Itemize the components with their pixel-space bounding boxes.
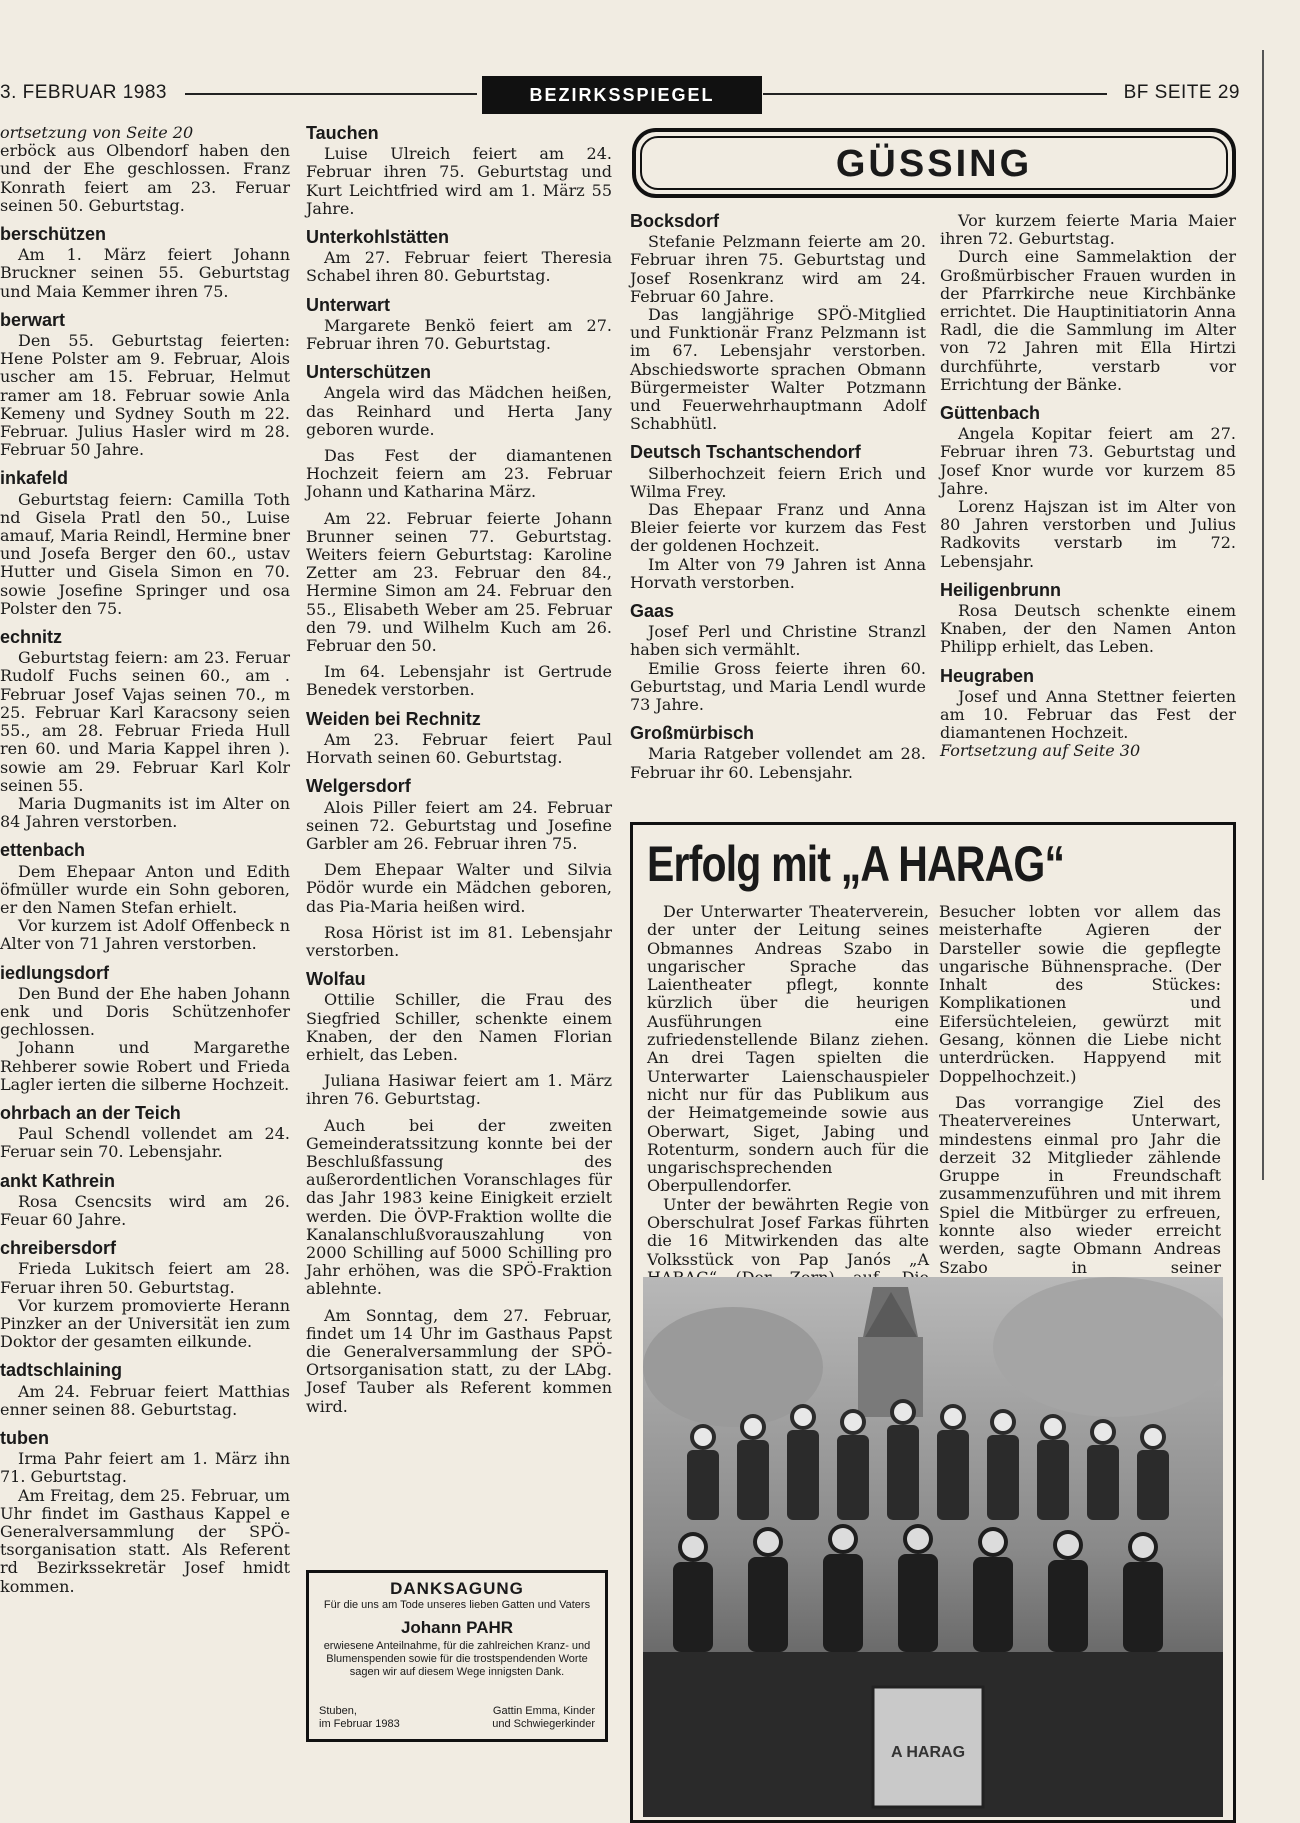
theater-group-photo [643, 1277, 1223, 1817]
paragraph: Vor kurzem feierte Maria Maier ihren 72. Geburtstag. [940, 211, 1236, 249]
town-heading: chreibersdorf [0, 1238, 117, 1259]
town-heading: ohrbach an der Teich [0, 1102, 181, 1123]
paragraph: Der Unterwarter Theaterverein, der unter der Leitung seines Obmannes Andreas Szabo in ungarischer Sprache das Laientheater pflegt, konnte kürzlich über die heurigen Ausführungen eine zufriedenstellende Bilanz ziehen. An drei Tagen spielten die Unterwarter Laienschauspieler nicht nur für das Publikum aus der Heimatgemeinde sowie aus Oberwart, Siget, Jabing und Rotenturm, sondern auch für die ungarischsprechenden Oberpullendorfer. [647, 902, 929, 1196]
paragraph: Am Sonntag, dem 27. Februar, findet um 14 Uhr im Gasthaus Papst die Generalversammlung der SPÖ-Ortsorganisation statt, zu der LAbg. Josef Tauber als Referent kommen wird. [306, 1305, 612, 1416]
margin-line [1262, 50, 1264, 1180]
tree [993, 1277, 1223, 1417]
paragraph: Rosa Csencsits wird am 26. Feuar 60 Jahre. [0, 1191, 290, 1229]
paragraph: erböck aus Olbendorf haben den und der Ehe geschlossen. Franz Konrath feiert am 23. Feruar seinen 50. Geburtstag. [0, 141, 290, 215]
paragraph: Besucher lobten vor allem das meisterhafte Agieren der Darsteller sowie die gepflegte ungarische Bühnensprache. (Der Inhalt des Stückes: Komplikationen und Eifersüchteleien, gewürzt mit Gesang, können die Liebe nicht unterdrücken. Happyend mit Doppelhochzeit.) [939, 902, 1221, 1086]
paragraph: Maria Ratgeber vollendet am 28. Februar ihr 60. Lebensjahr. [630, 744, 926, 782]
paragraph: Geburtstag feiern: Camilla Toth nd Gisela Pratl den 50., Luise amauf, Maria Reindl, Hermine bner und Josefa Berger den 60., ustav Hutter und Gisela Simon en 70. sowie Josefine Springer und osa Polster den 75. [0, 489, 290, 618]
region-banner [632, 128, 1236, 198]
paragraph: Paul Schendl vollendet am 24. Feruar sein 70. Lebensjahr. [0, 1124, 290, 1162]
paragraph: Das Fest der diamantenen Hochzeit feiern am 23. Februar Johann und Katharina März. [306, 446, 612, 502]
column-1 [0, 124, 290, 1596]
paragraph: Das vorrangige Ziel des Theatervereines Unterwart, mindestens einmal pro Jahr die derzeit 32 Mitglieder zählende Gruppe in Freundschaft zusammenzuführen und mit ihrem Spiel die Mitbürger zu erfreuen, konnte also wieder erreicht werden, sagte Obmann Andreas Szabo in seiner [939, 1092, 1221, 1277]
town-heading: tuben [0, 1428, 49, 1448]
feature-article [630, 822, 1236, 1823]
notice-footer [319, 1705, 595, 1731]
paragraph: Am 27. Februar feiert Theresia Schabel ihren 80. Geburtstag. [306, 248, 612, 286]
town-heading: ankt Kathrein [0, 1170, 116, 1191]
article-headline: Erfolg mit „A HARAG“ [647, 836, 1065, 892]
town-heading: Großmürbisch [630, 723, 755, 744]
paragraph: Luise Ulreich feiert am 24. Februar ihren 75. Geburtstag und Kurt Leichtfried wird am 1. März 55 Jahre. [306, 144, 612, 218]
page-header [0, 76, 1240, 114]
danksagung-notice [306, 1570, 608, 1742]
notice-text: erwiesene Anteilnahme, für die zahlreichen Kranz- und Blumenspenden sowie für die trostspendenden Worte sagen wir auf diesem Wege innigsten Dank. [323, 1640, 591, 1678]
paragraph: Unter der bewährten Regie von Oberschulrat Josef Farkas führten die 16 Mitwirkenden das alte Volksstück von Pap Janós „A [647, 1194, 929, 1269]
notice-family: Gattin Emma, Kinder [492, 1705, 595, 1717]
town-heading: berschützen [0, 224, 107, 245]
notice-title: DANKSAGUNG [390, 1579, 524, 1598]
paragraph: Stefanie Pelzmann feierte am 20. Februar ihren 75. Geburtstag und Josef Rosenkranz wird am 24. Februar 60 Jahre. [630, 232, 926, 306]
town-heading: Deutsch Tschantschendorf [630, 442, 861, 463]
notice-month: im Februar 1983 [319, 1718, 400, 1730]
paragraph: Am 22. Februar feierte Johann Brunner seinen 77. Geburtstag. Weiters feiern Geburtstag: Karoline Zetter am 23. Februar den 84., Hermine Simon am 24. Februar den 55., Elisabeth Weber am 25. Februar den 79. und Wilhelm Kuch am 26. Februar den 50. [306, 508, 612, 656]
paragraph: Vor kurzem promovierte Herann Pinzker an der Universität ien zum Doktor der gesamten eilkunde. [0, 1295, 290, 1352]
town-heading: Heiligenbrunn [940, 579, 1061, 600]
paragraph: Silberhochzeit feiern Erich und Wilma Frey. [630, 463, 926, 501]
paragraph: Lorenz Hajszan ist im Alter von 80 Jahren verstorben und Julius Radkovits verstarb im 72. Lebensjahr. [940, 497, 1236, 571]
paragraph: Vor kurzem ist Adolf Offenbeck n Alter von 71 Jahren verstorben. [0, 916, 290, 954]
paragraph: Das Ehepaar Franz und Anna Bleier feierte vor kurzem das Fest der goldenen Hochzeit. [630, 500, 926, 556]
town-heading: iedlungsdorf [0, 962, 109, 983]
paragraph: Alois Piller feiert am 24. Februar seinen 72. Geburtstag und Josefine Garbler am 26. Februar ihren 75. [306, 797, 612, 853]
paragraph: Rosa Hörist ist im 81. Lebensjahr verstorben. [306, 922, 612, 960]
town-heading: inkafeld [0, 468, 69, 489]
paragraph: Am 1. März feiert Johann Bruckner seinen 55. Geburtstag und Maia Kemmer ihren 75. [0, 245, 290, 301]
town-heading: Bocksdorf [630, 211, 720, 231]
paragraph: Geburtstag feiern: am 23. Feruar Rudolf Fuchs seinen 60., am . Februar Josef Vajas seinen 70., m 25. Februar Karl Karacsony seien 55., am 28. Februar Frieda Hull ren 60. und Maria Kappel ihren ). sowie am 29. Februar Karl Kolr seinen 55. [0, 648, 290, 795]
paragraph: Den 55. Geburtstag feierten: Hene Polster am 9. Februar, Alois uscher am 15. Februar, Helmut ramer am 18. Februar sowie Anla Kemeny und Sydney South m 22. Februar. Julius Hasler wird m 28. Februar 50 Jahre. [0, 331, 290, 460]
town-heading: Weiden bei Rechnitz [306, 708, 481, 729]
header-rule [763, 93, 1107, 95]
paragraph: Angela Kopitar feiert am 27. Februar ihren 73. Geburtstag und Josef Knor wurde vor kurzem 85 Jahre. [940, 424, 1236, 498]
paragraph: Durch eine Sammelaktion der Großmürbischer Frauen wurden in der Pfarrkirche neue Kirchbänke errichtet. Die Hauptinitiatorin Anna Radl, die die Sammlung im Alter von 72 Jahren mit Ella Hirtzi durchführte, verstarb vor Errichtung der Bänke. [940, 247, 1236, 394]
paragraph: Im 64. Lebensjahr ist Gertrude Benedek verstorben. [306, 662, 612, 700]
photo-illustration [643, 1277, 1223, 1817]
town-heading: Tauchen [306, 123, 379, 143]
town-heading: Güttenbach [940, 403, 1041, 424]
town-heading: Welgersdorf [306, 776, 411, 797]
paragraph: Im Alter von 79 Jahren ist Anna Horvath verstorben. [630, 554, 926, 592]
notice-intro: Für die uns am Tode unseres lieben Gatten und Vaters [323, 1599, 591, 1611]
town-heading: Unterkohlstätten [306, 227, 450, 248]
paragraph: Dem Ehepaar Anton und Edith öfmüller wurde ein Sohn geboren, er den Namen Stefan erhielt. [0, 861, 290, 917]
paragraph: Ottilie Schiller, die Frau des Siegfried Schiller, schenkte einem Knaben, der den Namen Florian erhielt, das Leben. [306, 990, 612, 1064]
paragraph: Den Bund der Ehe haben Johann enk und Doris Schützenhofer gechlossen. [0, 983, 290, 1040]
play-sign-text: A HARAG [890, 1744, 966, 1761]
paragraph: Frieda Lukitsch feiert am 28. Feruar ihren 50. Geburtstag. [0, 1259, 290, 1297]
paragraph: Maria Dugmanits ist im Alter on 84 Jahren verstorben. [0, 793, 290, 832]
column-3 [630, 212, 926, 782]
issue-date: 3. FEBRUAR 1983 [0, 82, 167, 103]
town-heading: Wolfau [306, 969, 366, 990]
continuation-note: Fortsetzung auf Seite 30 [940, 741, 1141, 761]
paragraph: Das langjährige SPÖ-Mitglied und Funktionär Franz Pelzmann ist im 67. Lebensjahr verstorben. Abschiedsworte sprachen Obmann Bürgermeister Walter Potzmann und Feuerwehrhauptmann Adolf Schabhütl. [630, 305, 926, 434]
page-number: BF SEITE 29 [1123, 82, 1240, 103]
paragraph: Juliana Hasiwar feiert am 1. März ihren 76. Geburtstag. [306, 1071, 612, 1109]
column-2 [306, 124, 612, 1416]
paragraph: Dem Ehepaar Walter und Silvia Pödör wurde ein Mädchen geboren, das Pia-Maria heißen wird. [306, 860, 612, 916]
town-heading: Heugraben [940, 665, 1035, 686]
paragraph: Angela wird das Mädchen heißen, das Reinhard und Herta Jany geboren wurde. [306, 383, 612, 439]
paragraph: Am 24. Februar feiert Matthias enner seinen 88. Geburtstag. [0, 1381, 290, 1419]
paragraph: Rosa Deutsch schenkte einem Knaben, der den Namen Anton Philipp erhielt, das Leben. [940, 601, 1236, 657]
paragraph: Am Freitag, dem 25. Februar, um Uhr findet im Gasthaus Kappel e Generalversammlung der SPÖ-tsorganisation statt. Als Referent rd Bezirkssekretär Josef hmidt kommen. [0, 1485, 290, 1596]
header-rule [185, 93, 477, 95]
town-heading: berwart [0, 309, 66, 330]
town-heading: echnitz [0, 627, 63, 648]
town-heading: Unterwart [306, 294, 391, 315]
section-banner: BEZIRKSSPIEGEL [482, 76, 762, 114]
notice-family: und Schwiegerkinder [492, 1718, 595, 1730]
town-heading: tadtschlaining [0, 1360, 123, 1381]
paragraph: Irma Pahr feiert am 1. März ihn 71. Geburtstag. [0, 1449, 290, 1487]
paragraph: Am 23. Februar feiert Paul Horvath seinen 60. Geburtstag. [306, 729, 612, 768]
town-heading: ettenbach [0, 840, 86, 861]
notice-name: Johann PAHR [400, 1618, 514, 1637]
paragraph: Emilie Gross feierte ihren 60. Geburtstag, und Maria Lendl wurde 73 Jahre. [630, 658, 926, 715]
notice-place: Stuben, [319, 1705, 357, 1717]
paragraph: Auch bei der zweiten Gemeinderatssitzung konnte bei der Beschlußfassung des außerordentlichen Voranschlages für das Jahr 1983 keine Einigkeit erzielt werden. Die ÖVP-Fraktion wollte die Kanalanschlußvorauszahlung von 2000 Schilling auf 5000 Schilling pro Jahr erhöhen, was die SPÖ-Fraktion ablehnte. [306, 1115, 612, 1299]
town-heading: Gaas [630, 601, 675, 622]
town-heading: Unterschützen [306, 362, 432, 383]
column-4 [940, 212, 1236, 761]
paragraph: Josef und Anna Stettner feierten am 10. Februar das Fest der diamantenen Hochzeit. [940, 686, 1236, 743]
continuation-note: ortsetzung von Seite 20 [0, 123, 194, 142]
article-column-2 [939, 903, 1221, 1295]
paragraph: Josef Perl und Christine Stranzl haben sich vermählt. [630, 622, 926, 660]
region-title: GÜSSING [640, 136, 1228, 190]
article-column-1 [647, 903, 929, 1306]
paragraph: Margarete Benkö feiert am 27. Februar ihren 70. Geburtstag. [306, 315, 612, 354]
paragraph: Johann und Margarethe Rehberer sowie Robert und Frieda Lagler ierten die silberne Hochzeit. [0, 1038, 290, 1094]
